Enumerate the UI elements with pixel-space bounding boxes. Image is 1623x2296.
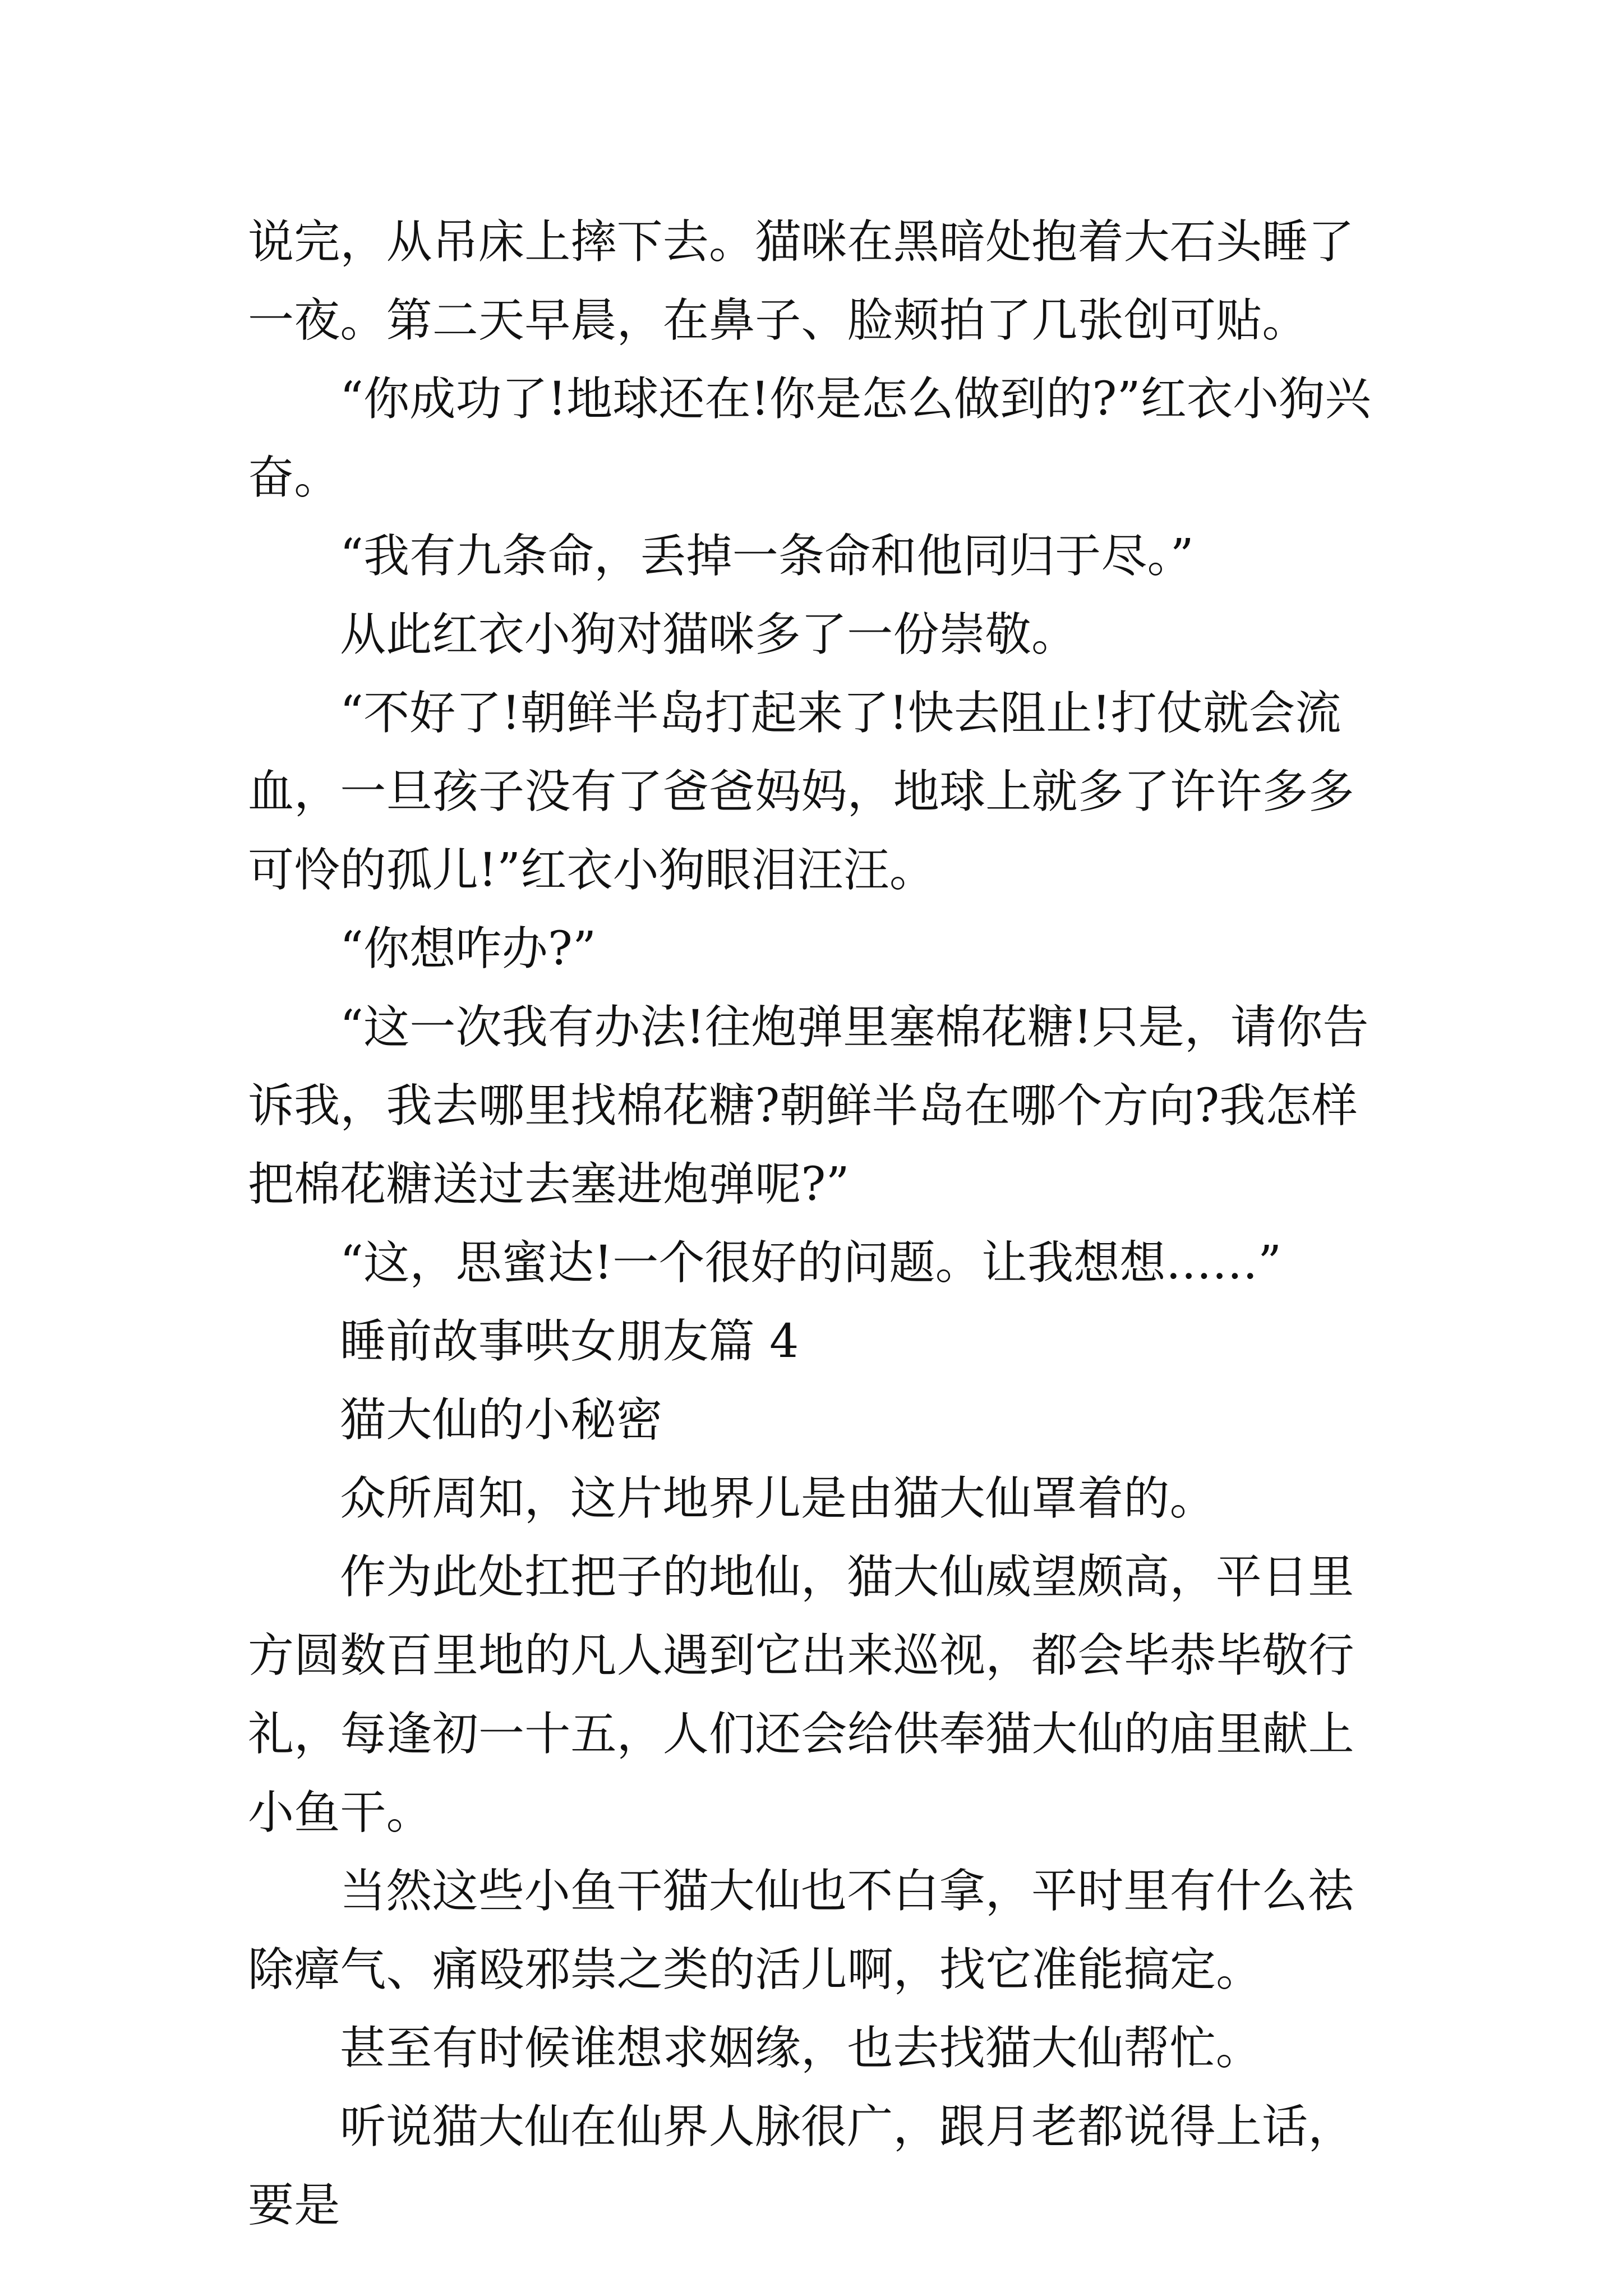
paragraph-6: “你想咋办?” bbox=[340, 922, 597, 976]
paragraph-11: 众所周知，这片地界儿是由猫大仙罩着的。 bbox=[340, 1472, 1216, 1525]
section-heading: 睡前故事哄女朋友篇 4 bbox=[340, 1315, 799, 1368]
paragraph-8: “这，思蜜达!一个很好的问题。让我想想……” bbox=[340, 1236, 1282, 1290]
paragraph-14: 甚至有时候谁想求姻缘，也去找猫大仙帮忙。 bbox=[340, 2022, 1262, 2075]
paragraph-15: 听说猫大仙在仙界人脉很广，跟月老都说得上话，要是 bbox=[248, 2100, 1354, 2232]
paragraph-7: “这一次我有办法!往炮弹里塞棉花糖!只是，请你告诉我，我去哪里找棉花糖?朝鲜半岛在哪个方向?我怎样把棉花糖送过去塞进炮弹呢?” bbox=[248, 1001, 1369, 1211]
paragraph-5: “不好了!朝鲜半岛打起来了!快去阻止!打仗就会流血，一旦孩子没有了爸爸妈妈，地球上就多了许许多多可怜的孤儿!”红衣小狗眼泪汪汪。 bbox=[248, 687, 1354, 897]
paragraph-4: 从此红衣小狗对猫咪多了一份崇敬。 bbox=[340, 608, 1078, 661]
paragraph-2: “你成功了!地球还在!你是怎么做到的?”红衣小狗兴奋。 bbox=[248, 372, 1371, 504]
paragraph-1: 说完，从吊床上摔下去。猫咪在黑暗处抱着大石头睡了一夜。第二天早晨，在鼻子、脸颊拍了几张创可贴。 bbox=[248, 215, 1354, 347]
document-body bbox=[248, 203, 1381, 2245]
paragraph-12: 作为此处扛把子的地仙，猫大仙威望颇高，平日里方圆数百里地的凡人遇到它出来巡视，都会毕恭毕敬行礼，每逢初一十五，人们还会给供奉猫大仙的庙里献上小鱼干。 bbox=[248, 1550, 1354, 1839]
paragraph-13: 当然这些小鱼干猫大仙也不白拿，平时里有什么祛除瘴气、痛殴邪祟之类的活儿啊，找它准能搞定。 bbox=[248, 1865, 1354, 1996]
story-title: 猫大仙的小秘密 bbox=[340, 1393, 663, 1447]
paragraph-3: “我有九条命，丢掉一条命和他同归于尽。” bbox=[340, 530, 1194, 583]
